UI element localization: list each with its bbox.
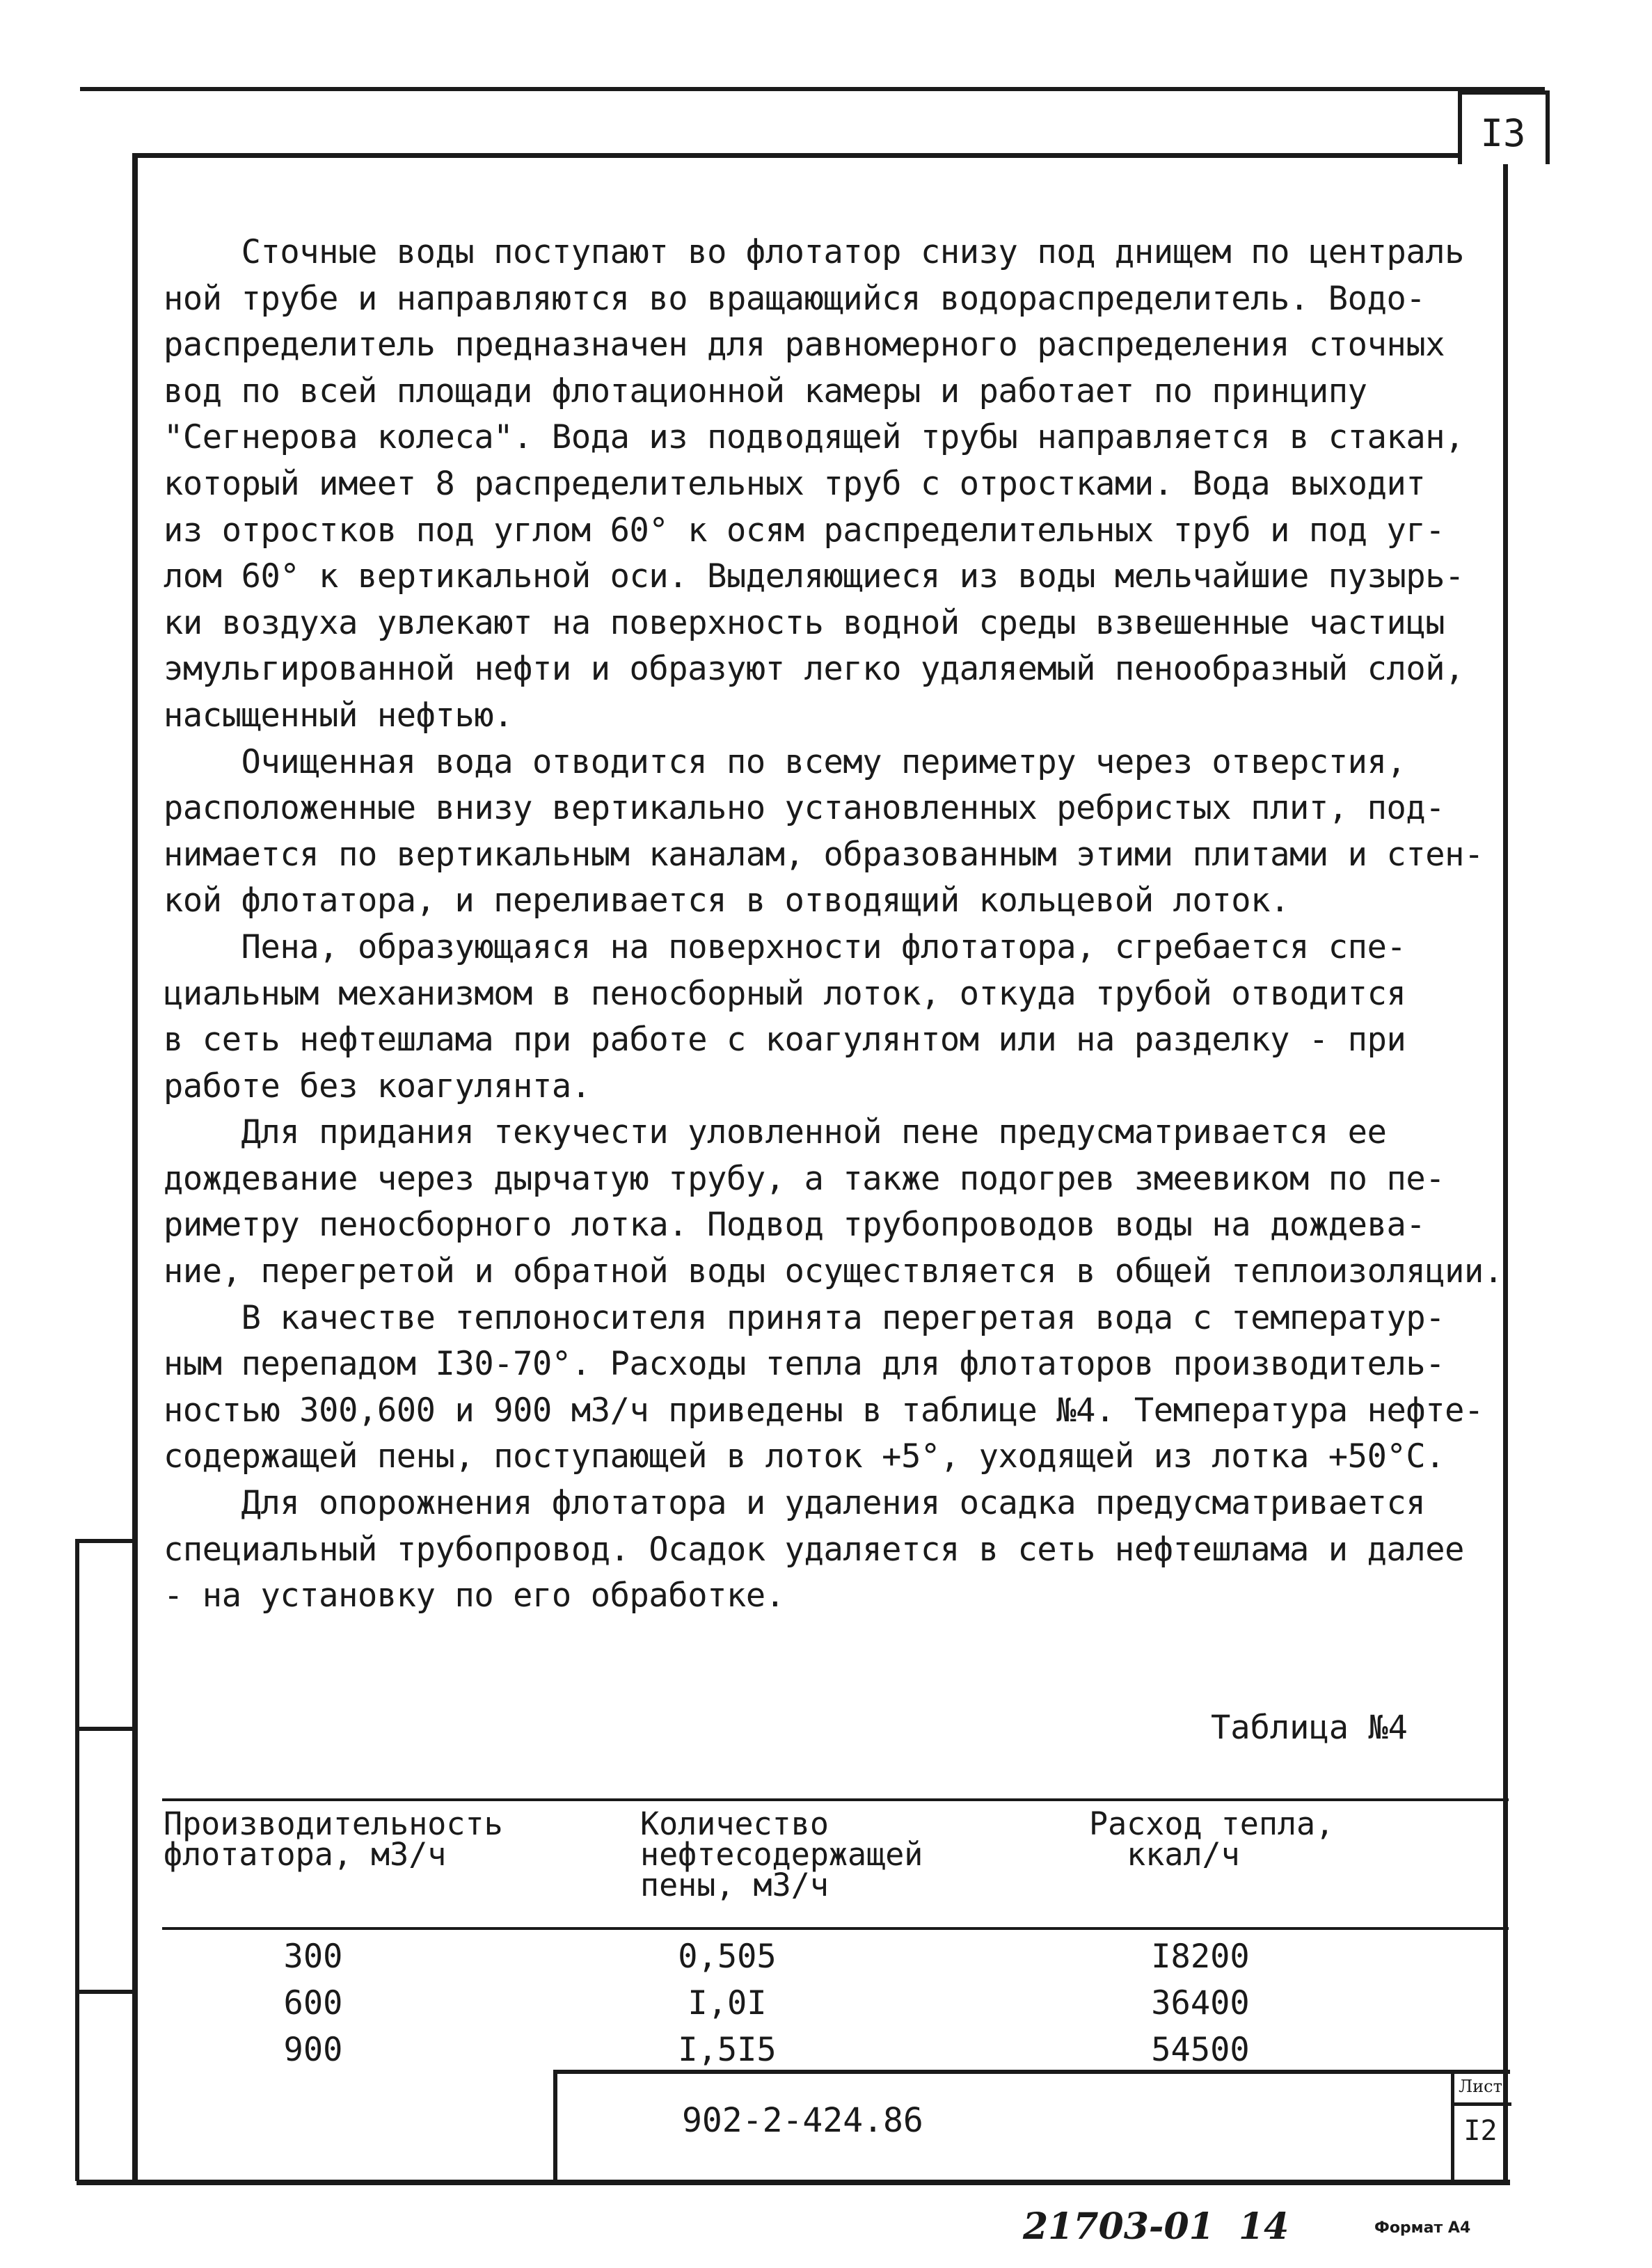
text-line: работе без коагулянта. bbox=[164, 1067, 591, 1105]
table-caption: Таблица №4 bbox=[1211, 1709, 1408, 1747]
text-line: расположенные внизу вертикально установленных ребристых плит, под- bbox=[164, 789, 1445, 828]
sheet-label: Лист bbox=[1459, 2077, 1502, 2096]
table-header-heat-consumption: Расход тепла, ккал/ч bbox=[1089, 1805, 1335, 1873]
text-line: лом 60° к вертикальной оси. Выделяющиеся из воды мельчайшие пузырь- bbox=[164, 557, 1465, 596]
table-cell: 300 bbox=[283, 1938, 343, 1976]
text-line: специальный трубопровод. Осадок удаляется в сеть нефтешлама и далее bbox=[164, 1530, 1465, 1569]
handwritten-mark: 14 bbox=[1239, 2205, 1289, 2248]
text-line: распределитель предназначен для равномерного распределения сточных bbox=[164, 326, 1445, 365]
text-line: содержащей пены, поступающей в лоток +5°, уходящей из лотка +50°С. bbox=[164, 1437, 1445, 1476]
text-line: Для придания текучести уловленной пене предусматривается ее bbox=[164, 1113, 1387, 1152]
top-rule bbox=[80, 87, 1545, 91]
sheet-box-divider bbox=[1451, 2102, 1511, 2106]
text-line: ки воздуха увлекают на поверхность водной среды взвешенные частицы bbox=[164, 603, 1445, 642]
table-cell: 36400 bbox=[1151, 1984, 1250, 2022]
stamp-left-border bbox=[553, 2070, 557, 2185]
table-cell: I,5I5 bbox=[678, 2031, 777, 2069]
binding-mark bbox=[75, 1539, 135, 1543]
inventory-number: 21703-01 bbox=[1023, 2205, 1214, 2248]
table-header-capacity: Производительность флотатора, м3/ч bbox=[164, 1805, 503, 1873]
document-body-text bbox=[164, 230, 1507, 1620]
stamp-top-border bbox=[553, 2070, 1510, 2074]
text-line: эмульгированной нефти и образуют легко удаляемый пенообразный слой, bbox=[164, 650, 1465, 689]
text-line: В качестве теплоносителя принята перегретая вода с температур- bbox=[164, 1298, 1445, 1337]
text-line: дождевание через дырчатую трубу, а также подогрев змеевиком по пе- bbox=[164, 1159, 1445, 1198]
text-line: риметру пеносборного лотка. Подвод трубопроводов воды на дождева- bbox=[164, 1206, 1426, 1245]
text-line: "Сегнерова колеса". Вода из подводящей трубы направляется в стакан, bbox=[164, 418, 1465, 457]
frame-left-border bbox=[132, 153, 138, 2185]
table-cell: I8200 bbox=[1151, 1938, 1250, 1976]
text-line: ной трубе и направляются во вращающийся водораспределитель. Водо- bbox=[164, 279, 1426, 318]
text-line: Для опорожнения флотатора и удаления осадка предусматривается bbox=[164, 1484, 1426, 1523]
table-cell: 600 bbox=[283, 1984, 343, 2022]
table-cell: 0,505 bbox=[678, 1938, 777, 1976]
text-line: из отростков под углом 60° к осям распределительных труб и под уг- bbox=[164, 511, 1445, 550]
text-line: в сеть нефтешлама при работе с коагулянтом или на разделку - при bbox=[164, 1021, 1406, 1060]
sheet-number: I2 bbox=[1463, 2115, 1498, 2147]
binding-margin-line bbox=[75, 1541, 79, 2181]
binding-mark bbox=[75, 1727, 135, 1731]
text-line: - на установку по его обработке. bbox=[164, 1576, 785, 1615]
text-line: Очищенная вода отводится по всему периметру через отверстия, bbox=[164, 742, 1406, 781]
table-cell: 54500 bbox=[1151, 2031, 1250, 2069]
table-cell: I,0I bbox=[688, 1984, 767, 2022]
text-line: насыщенный нефтью. bbox=[164, 696, 514, 735]
frame-bottom-border bbox=[77, 2180, 1510, 2185]
text-line: кой флотатора, и переливается в отводящий кольцевой лоток. bbox=[164, 881, 1289, 920]
table-header-rule bbox=[162, 1927, 1509, 1930]
document-code: 902-2-424.86 bbox=[682, 2101, 923, 2140]
text-line: ние, перегретой и обратной воды осуществляется в общей теплоизоляции. bbox=[164, 1252, 1503, 1291]
format-label: Формат А4 bbox=[1374, 2219, 1471, 2237]
frame-top-border bbox=[132, 153, 1545, 158]
table-top-rule bbox=[162, 1798, 1509, 1801]
table-header-foam-quantity: Количество нефтесодержащей пены, м3/ч bbox=[640, 1805, 923, 1903]
table-cell: 900 bbox=[283, 2031, 343, 2069]
text-line: нимается по вертикальным каналам, образованным этими плитами и стен- bbox=[164, 835, 1484, 874]
text-line: который имеет 8 распределительных труб с отростками. Вода выходит bbox=[164, 464, 1426, 503]
text-line: ным перепадом I30-70°. Расходы тепла для флотаторов производитель- bbox=[164, 1345, 1445, 1384]
text-line: ностью 300,600 и 900 м3/ч приведены в таблице №4. Температура нефте- bbox=[164, 1391, 1484, 1430]
text-line: циальным механизмом в пеносборный лоток, откуда трубой отводится bbox=[164, 974, 1406, 1013]
page-number: I3 bbox=[1480, 111, 1526, 155]
text-line: Сточные воды поступают во флотатор снизу под днищем по централь bbox=[164, 233, 1465, 271]
text-line: Пена, образующаяся на поверхности флотатора, сгребается спе- bbox=[164, 927, 1406, 966]
binding-mark bbox=[75, 1990, 135, 1994]
text-line: вод по всей площади флотационной камеры и работает по принципу bbox=[164, 372, 1367, 410]
